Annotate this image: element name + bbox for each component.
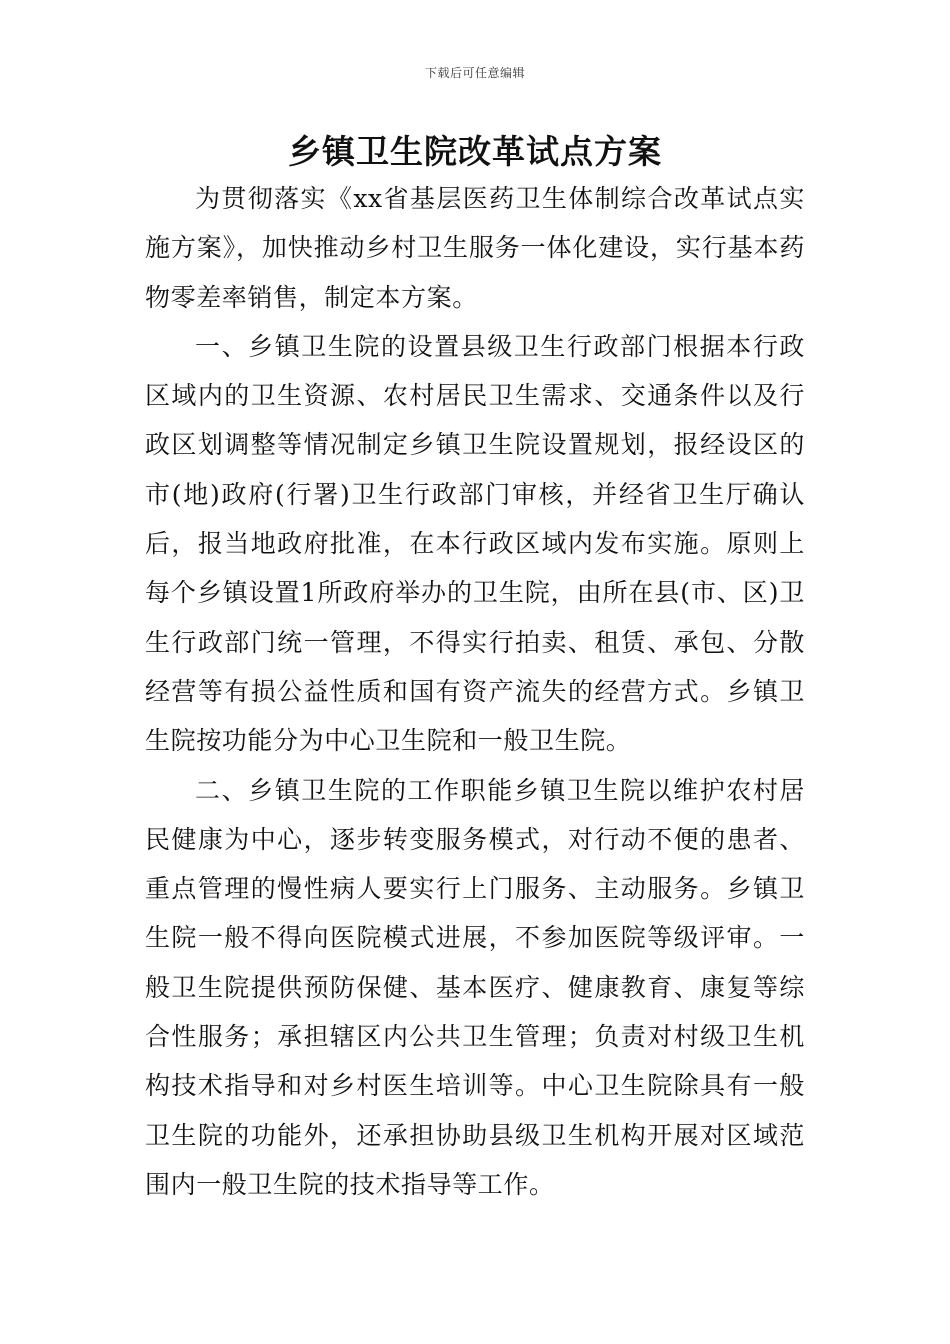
paragraph-section-2: 二、乡镇卫生院的工作职能乡镇卫生院以维护农村居民健康为中心，逐步转变服务模式，对行动不便的患者、重点管理的慢性病人要实行上门服务、主动服务。乡镇卫生院一般不得向医院模式进展，不参加医院等级评审。一般卫生院提供预防保健、基本医疗、健康教育、康复等综合性服务；承担辖区内公共卫生管理；负责对村级卫生机构技术指导和对乡村医生培训等。中心卫生院除具有一般卫生院的功能外，还承担协助县级卫生机构开展对区域范围内一般卫生院的技术指导等工作。 (145, 775, 805, 1199)
document-title: 乡镇卫生院改革试点方案 (288, 132, 662, 171)
paragraph-section-1: 一、乡镇卫生院的设置县级卫生行政部门根据本行政区域内的卫生资源、农村居民卫生需求、交通条件以及行政区划调整等情况制定乡镇卫生院设置规划，报经设区的市(地)政府(行署)卫生行政部门审核，并经省卫生厅确认后，报当地政府批准，在本行政区域内发布实施。原则上每个乡镇设置1所政府举办的卫生院，由所在县(市、区)卫生行政部门统一管理，不得实行拍卖、租赁、承包、分散经营等有损公益性质和国有资产流失的经营方式。乡镇卫生院按功能分为中心卫生院和一般卫生院。 (145, 331, 805, 756)
header-note: 下载后可任意编辑 (424, 66, 525, 80)
paragraph-intro: 为贯彻落实《xx省基层医药卫生体制综合改革试点实施方案》，加快推动乡村卫生服务一体化建设，实行基本药物零差率销售，制定本方案。 (145, 184, 805, 312)
document-body (145, 174, 805, 1209)
